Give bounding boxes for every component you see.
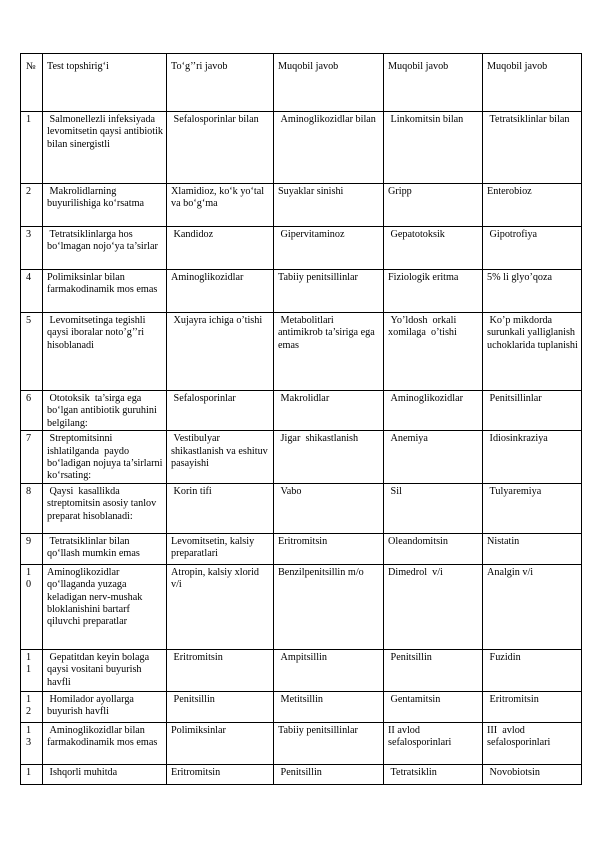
header-alt-answer-2: Muqobil javob	[384, 54, 483, 112]
alt-answer-2-cell: Tetratsiklin	[384, 764, 483, 784]
test-table	[20, 53, 582, 785]
alt-answer-3-cell: Idiosinkraziya	[483, 431, 582, 484]
correct-answer-cell: Vestibulyar shikastlanish va eshituv pasayishi	[167, 431, 274, 484]
alt-answer-3-cell: Novobiotsin	[483, 764, 582, 784]
alt-answer-2-cell: Oleandomitsin	[384, 533, 483, 564]
table-row	[21, 270, 582, 313]
alt-answer-1-cell: Ampitsillin	[274, 649, 384, 691]
task-text-cell: Streptomitsinni ishlatilganda paydo bo‘ladigan nojuya ta’sirlarni ko‘rsating:	[43, 431, 167, 484]
alt-answer-2-cell: Anemiya	[384, 431, 483, 484]
alt-answer-1-cell: Makrolidlar	[274, 391, 384, 431]
task-text-cell: Ishqorli muhitda	[43, 764, 167, 784]
alt-answer-2-cell: Penitsillin	[384, 649, 483, 691]
correct-answer-cell: Sefalosporinlar bilan	[167, 112, 274, 184]
row-number-cell: 2	[21, 184, 43, 227]
table-row	[21, 391, 582, 431]
row-number-cell: 8	[21, 483, 43, 533]
table-row	[21, 691, 582, 722]
alt-answer-2-cell: Yo’ldosh orkali xomilaga o’tishi	[384, 313, 483, 391]
row-number-cell: 1 2	[21, 691, 43, 722]
table-row	[21, 431, 582, 484]
header-number: №	[21, 54, 43, 112]
alt-answer-3-cell: Ko’p mikdorda surunkali yalliglanish uchoklarida tuplanishi	[483, 313, 582, 391]
task-text-cell: Levomitsetinga tegishli qaysi iboralar noto’g’’ri hisoblanadi	[43, 313, 167, 391]
alt-answer-1-cell: Suyaklar sinishi	[274, 184, 384, 227]
header-correct-answer: To‘g’’ri javob	[167, 54, 274, 112]
alt-answer-1-cell: Metabolitlari antimikrob ta’siriga ega emas	[274, 313, 384, 391]
alt-answer-1-cell: Metitsillin	[274, 691, 384, 722]
alt-answer-3-cell: Penitsillinlar	[483, 391, 582, 431]
alt-answer-2-cell: Aminoglikozidlar	[384, 391, 483, 431]
task-text-cell: Makrolidlarning buyurilishiga ko‘rsatma	[43, 184, 167, 227]
alt-answer-1-cell: Tabiiy penitsillinlar	[274, 270, 384, 313]
correct-answer-cell: Atropin, kalsiy xlorid v/i	[167, 564, 274, 649]
task-text-cell: Gepatitdan keyin bolaga qaysi vositani buyurish havfli	[43, 649, 167, 691]
correct-answer-cell: Polimiksinlar	[167, 722, 274, 764]
correct-answer-cell: Eritromitsin	[167, 649, 274, 691]
row-number-cell: 7	[21, 431, 43, 484]
correct-answer-cell: Levomitsetin, kalsiy preparatlari	[167, 533, 274, 564]
task-text-cell: Ototoksik ta’sirga ega bo‘lgan antibiotik guruhini belgilang:	[43, 391, 167, 431]
task-text-cell: Tetratsiklinlarga hos bo‘lmagan nojo‘ya ta’sirlar	[43, 227, 167, 270]
alt-answer-1-cell: Benzilpenitsillin m/o	[274, 564, 384, 649]
alt-answer-3-cell: Gipotrofiya	[483, 227, 582, 270]
alt-answer-3-cell: III avlod sefalosporinlari	[483, 722, 582, 764]
table-row	[21, 483, 582, 533]
task-text-cell: Polimiksinlar bilan farmakodinamik mos emas	[43, 270, 167, 313]
table-row	[21, 649, 582, 691]
alt-answer-2-cell: Gentamitsin	[384, 691, 483, 722]
row-number-cell: 1	[21, 764, 43, 784]
row-number-cell: 3	[21, 227, 43, 270]
alt-answer-3-cell: Nistatin	[483, 533, 582, 564]
alt-answer-2-cell: Sil	[384, 483, 483, 533]
table-row	[21, 533, 582, 564]
correct-answer-cell: Xujayra ichiga o’tishi	[167, 313, 274, 391]
task-text-cell: Homilador ayollarga buyurish havfli	[43, 691, 167, 722]
correct-answer-cell: Korin tifi	[167, 483, 274, 533]
task-text-cell: Qaysi kasallikda streptomitsin asosiy tanlov preparat hisoblanadi:	[43, 483, 167, 533]
alt-answer-3-cell: 5% li glyo’qoza	[483, 270, 582, 313]
alt-answer-2-cell: Dimedrol v/i	[384, 564, 483, 649]
alt-answer-1-cell: Jigar shikastlanish	[274, 431, 384, 484]
task-text-cell: Aminoglikozidlar qo‘llaganda yuzaga keladigan nerv-mushak bloklanishini bartarf qiluvchi preparatlar	[43, 564, 167, 649]
row-number-cell: 1 0	[21, 564, 43, 649]
alt-answer-2-cell: II avlod sefalosporinlari	[384, 722, 483, 764]
header-alt-answer-3: Muqobil javob	[483, 54, 582, 112]
correct-answer-cell: Eritromitsin	[167, 764, 274, 784]
row-number-cell: 1	[21, 112, 43, 184]
alt-answer-2-cell: Gepatotoksik	[384, 227, 483, 270]
table-row	[21, 564, 582, 649]
alt-answer-1-cell: Eritromitsin	[274, 533, 384, 564]
alt-answer-1-cell: Tabiiy penitsillinlar	[274, 722, 384, 764]
task-text-cell: Salmonellezli infeksiyada levomitsetin qaysi antibiotik bilan sinergistli	[43, 112, 167, 184]
task-text-cell: Aminoglikozidlar bilan farmakodinamik mos emas	[43, 722, 167, 764]
table-row	[21, 313, 582, 391]
alt-answer-3-cell: Analgin v/i	[483, 564, 582, 649]
table-row	[21, 112, 582, 184]
correct-answer-cell: Sefalosporinlar	[167, 391, 274, 431]
table-row	[21, 184, 582, 227]
alt-answer-2-cell: Gripp	[384, 184, 483, 227]
row-number-cell: 5	[21, 313, 43, 391]
alt-answer-3-cell: Tetratsiklinlar bilan	[483, 112, 582, 184]
test-table-body	[21, 54, 582, 785]
alt-answer-1-cell: Aminoglikozidlar bilan	[274, 112, 384, 184]
header-alt-answer-1: Muqobil javob	[274, 54, 384, 112]
header-task: Test topshirig‘i	[43, 54, 167, 112]
alt-answer-2-cell: Linkomitsin bilan	[384, 112, 483, 184]
table-row	[21, 722, 582, 764]
alt-answer-3-cell: Tulyaremiya	[483, 483, 582, 533]
table-row	[21, 227, 582, 270]
row-number-cell: 4	[21, 270, 43, 313]
task-text-cell: Tetratsiklinlar bilan qo‘llash mumkin emas	[43, 533, 167, 564]
table-row	[21, 764, 582, 784]
alt-answer-3-cell: Eritromitsin	[483, 691, 582, 722]
row-number-cell: 1 1	[21, 649, 43, 691]
correct-answer-cell: Xlamidioz, ko‘k yo‘tal va bo‘g‘ma	[167, 184, 274, 227]
header-row	[21, 54, 582, 112]
correct-answer-cell: Penitsillin	[167, 691, 274, 722]
alt-answer-1-cell: Penitsillin	[274, 764, 384, 784]
row-number-cell: 6	[21, 391, 43, 431]
row-number-cell: 9	[21, 533, 43, 564]
alt-answer-1-cell: Vabo	[274, 483, 384, 533]
alt-answer-3-cell: Enterobioz	[483, 184, 582, 227]
correct-answer-cell: Aminoglikozidlar	[167, 270, 274, 313]
alt-answer-2-cell: Fiziologik eritma	[384, 270, 483, 313]
alt-answer-1-cell: Gipervitaminoz	[274, 227, 384, 270]
alt-answer-3-cell: Fuzidin	[483, 649, 582, 691]
row-number-cell: 1 3	[21, 722, 43, 764]
correct-answer-cell: Kandidoz	[167, 227, 274, 270]
